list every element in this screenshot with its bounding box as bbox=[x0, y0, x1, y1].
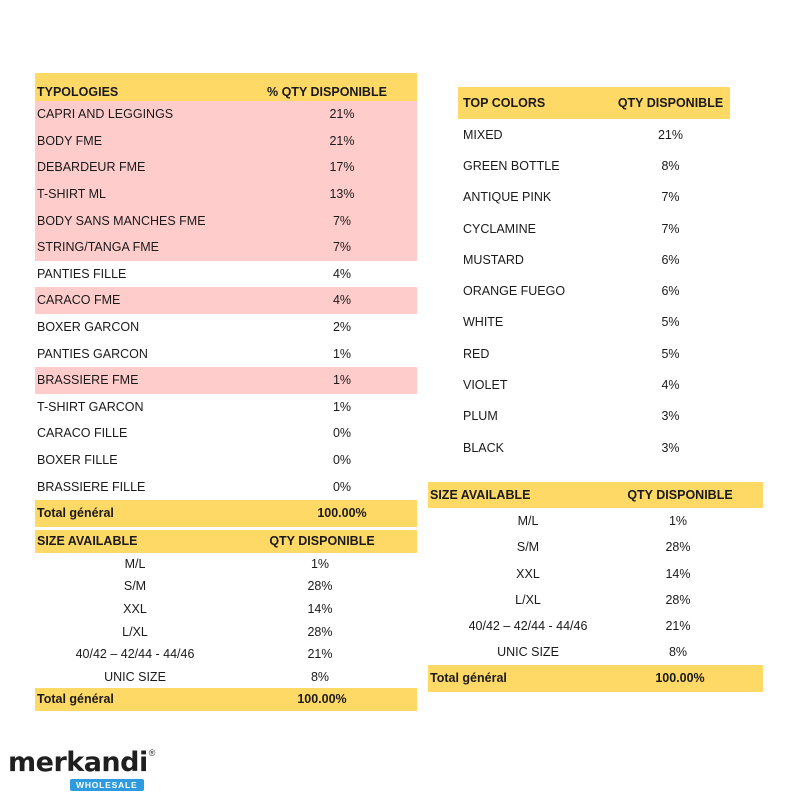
table-row-value: 4% bbox=[332, 266, 352, 281]
left-size-header-row bbox=[35, 530, 417, 553]
table-row-label: BODY SANS MANCHES FME bbox=[37, 213, 206, 228]
table-row-label: RED bbox=[463, 346, 490, 361]
table-row bbox=[35, 181, 417, 208]
table-row-label: CYCLAMINE bbox=[463, 221, 536, 236]
table-row bbox=[35, 620, 417, 643]
table-row-label: MIXED bbox=[463, 127, 503, 142]
table-row-value: 2% bbox=[332, 320, 352, 335]
typologies-header-label: TYPOLOGIES bbox=[37, 85, 119, 99]
right-size-header-label: SIZE AVAILABLE bbox=[430, 488, 531, 503]
right-size-total-row bbox=[428, 665, 763, 691]
merkandi-logo bbox=[8, 747, 156, 790]
table-row-value: 4% bbox=[661, 378, 680, 393]
table-row bbox=[428, 561, 763, 587]
table-row-value: 1% bbox=[332, 399, 352, 414]
table-row bbox=[35, 666, 417, 689]
logo-registered-mark: ® bbox=[148, 748, 156, 758]
table-row bbox=[458, 275, 730, 306]
table-row-value: 14% bbox=[307, 602, 333, 617]
table-row bbox=[35, 420, 417, 447]
table-row-label: M/L bbox=[517, 514, 539, 529]
colors-header-row bbox=[458, 87, 730, 119]
table-row bbox=[35, 553, 417, 576]
table-row-label: BODY FME bbox=[37, 133, 103, 148]
table-row-label: WHITE bbox=[463, 315, 504, 330]
table-row-value: 28% bbox=[665, 540, 691, 555]
right-size-header-qty: QTY DISPONIBLE bbox=[627, 488, 733, 503]
table-row-label: 40/42 – 42/44 - 44/46 bbox=[75, 647, 195, 662]
colors-header-qty: QTY DISPONIBLE bbox=[617, 96, 724, 110]
table-row-label: L/XL bbox=[515, 592, 541, 607]
table-row bbox=[458, 119, 730, 150]
table-row bbox=[35, 394, 417, 421]
left-size-total-row bbox=[35, 688, 417, 711]
table-row-label: PANTIES FILLE bbox=[37, 266, 127, 281]
table-row-label: ORANGE FUEGO bbox=[463, 284, 566, 299]
table-row-value: 28% bbox=[307, 624, 333, 639]
table-row bbox=[35, 287, 417, 314]
logo-wordmark: merkandi bbox=[8, 747, 148, 778]
table-row-label: CARACO FME bbox=[37, 293, 121, 308]
table-row-value: 1% bbox=[332, 373, 352, 388]
table-row-label: BRASSIERE FILLE bbox=[37, 479, 146, 494]
table-row-value: 17% bbox=[329, 160, 355, 175]
table-row-value: 0% bbox=[332, 453, 352, 468]
table-row bbox=[35, 598, 417, 621]
typologies-total-row-label: Total général bbox=[37, 506, 114, 521]
typologies-total-row bbox=[35, 500, 417, 527]
table-row bbox=[35, 314, 417, 341]
table-row-value: 7% bbox=[332, 213, 352, 228]
table-row bbox=[35, 575, 417, 598]
table-row-label: T-SHIRT GARCON bbox=[37, 399, 144, 414]
logo-wholesale-badge: WHOLESALE bbox=[70, 779, 144, 791]
typologies-total-row-value: 100.00% bbox=[317, 506, 367, 521]
table-row bbox=[428, 613, 763, 639]
table-row-value: 0% bbox=[332, 479, 352, 494]
table-row-label: VIOLET bbox=[463, 378, 508, 393]
table-row bbox=[35, 340, 417, 367]
table-row-label: T-SHIRT ML bbox=[37, 187, 106, 202]
table-row bbox=[458, 213, 730, 244]
typologies-header-row bbox=[35, 73, 417, 101]
table-row-value: 5% bbox=[661, 315, 680, 330]
table-row bbox=[35, 207, 417, 234]
table-row bbox=[458, 401, 730, 432]
left-size-header-label: SIZE AVAILABLE bbox=[37, 534, 138, 549]
table-row-value: 21% bbox=[665, 619, 691, 634]
right-size-rows bbox=[428, 508, 763, 665]
table-row bbox=[35, 261, 417, 288]
table-row bbox=[428, 639, 763, 665]
table-row-label: CARACO FILLE bbox=[37, 426, 128, 441]
table-row-label: BRASSIERE FME bbox=[37, 373, 139, 388]
table-row-label: PANTIES GARCON bbox=[37, 346, 148, 361]
table-row-label: MUSTARD bbox=[463, 252, 524, 267]
table-row-label: STRING/TANGA FME bbox=[37, 240, 159, 255]
left-size-total-label: Total général bbox=[37, 692, 114, 707]
typologies-table bbox=[35, 73, 417, 527]
table-row bbox=[35, 234, 417, 261]
table-row-label: UNIC SIZE bbox=[497, 645, 559, 660]
table-row bbox=[458, 432, 730, 463]
table-row-label: GREEN BOTTLE bbox=[463, 158, 560, 173]
typologies-header-qty: % QTY DISPONIBLE bbox=[267, 85, 387, 99]
table-row-value: 6% bbox=[661, 284, 680, 299]
table-row bbox=[35, 128, 417, 155]
table-row bbox=[35, 154, 417, 181]
table-row-value: 21% bbox=[307, 647, 333, 662]
typologies-rows bbox=[35, 101, 417, 500]
table-row bbox=[428, 508, 763, 534]
colors-rows bbox=[458, 119, 730, 463]
left-size-total-value: 100.00% bbox=[297, 692, 347, 707]
table-row-label: 40/42 – 42/44 - 44/46 bbox=[468, 619, 588, 634]
table-row-label: DEBARDEUR FME bbox=[37, 160, 146, 175]
table-row-value: 28% bbox=[307, 579, 333, 594]
table-row-value: 8% bbox=[661, 158, 680, 173]
table-row-value: 7% bbox=[661, 221, 680, 236]
table-row-value: 5% bbox=[661, 346, 680, 361]
table-row-value: 21% bbox=[329, 107, 355, 122]
table-row-value: 1% bbox=[310, 556, 330, 571]
right-size-total-label: Total général bbox=[430, 671, 507, 686]
table-row-label: S/M bbox=[516, 540, 540, 555]
table-row-value: 28% bbox=[665, 592, 691, 607]
table-row-label: PLUM bbox=[463, 409, 498, 424]
table-row-value: 8% bbox=[310, 669, 330, 684]
table-row-label: UNIC SIZE bbox=[104, 669, 166, 684]
table-row bbox=[35, 367, 417, 394]
table-row-label: BOXER GARCON bbox=[37, 320, 140, 335]
left-size-header-qty: QTY DISPONIBLE bbox=[269, 534, 375, 549]
table-row-value: 14% bbox=[665, 566, 691, 581]
table-row-value: 13% bbox=[329, 187, 355, 202]
right-size-table bbox=[428, 482, 763, 692]
table-row-value: 7% bbox=[332, 240, 352, 255]
left-size-rows bbox=[35, 553, 417, 689]
right-size-total-value: 100.00% bbox=[655, 671, 705, 686]
table-row-value: 3% bbox=[661, 440, 680, 455]
table-row bbox=[458, 307, 730, 338]
table-row-value: 6% bbox=[661, 252, 680, 267]
table-row-value: 0% bbox=[332, 426, 352, 441]
table-row-label: BOXER FILLE bbox=[37, 453, 118, 468]
table-row bbox=[35, 643, 417, 666]
left-size-table bbox=[35, 530, 417, 711]
table-row-label: BLACK bbox=[463, 440, 504, 455]
table-row-label: M/L bbox=[124, 556, 146, 571]
table-row-label: L/XL bbox=[122, 624, 148, 639]
table-row bbox=[35, 447, 417, 474]
table-row-value: 21% bbox=[329, 133, 355, 148]
table-row bbox=[458, 369, 730, 400]
table-row-value: 1% bbox=[332, 346, 352, 361]
table-row bbox=[428, 534, 763, 560]
top-colors-table bbox=[458, 87, 730, 463]
table-row bbox=[35, 473, 417, 500]
table-row bbox=[458, 182, 730, 213]
table-row-label: ANTIQUE PINK bbox=[463, 190, 552, 205]
table-row bbox=[458, 338, 730, 369]
table-row bbox=[458, 150, 730, 181]
table-row bbox=[428, 587, 763, 613]
table-row-label: XXL bbox=[123, 602, 147, 617]
table-row bbox=[35, 101, 417, 128]
table-row-label: XXL bbox=[516, 566, 540, 581]
table-row-value: 4% bbox=[332, 293, 352, 308]
table-row bbox=[458, 244, 730, 275]
table-row-value: 1% bbox=[668, 514, 688, 529]
table-row-value: 3% bbox=[661, 409, 680, 424]
table-row-label: S/M bbox=[123, 579, 147, 594]
table-row-value: 21% bbox=[657, 127, 684, 142]
right-size-header-row bbox=[428, 482, 763, 508]
table-row-value: 7% bbox=[661, 190, 680, 205]
table-row-label: CAPRI AND LEGGINGS bbox=[37, 107, 174, 122]
colors-header-label: TOP COLORS bbox=[463, 96, 546, 110]
table-row-value: 8% bbox=[668, 645, 688, 660]
